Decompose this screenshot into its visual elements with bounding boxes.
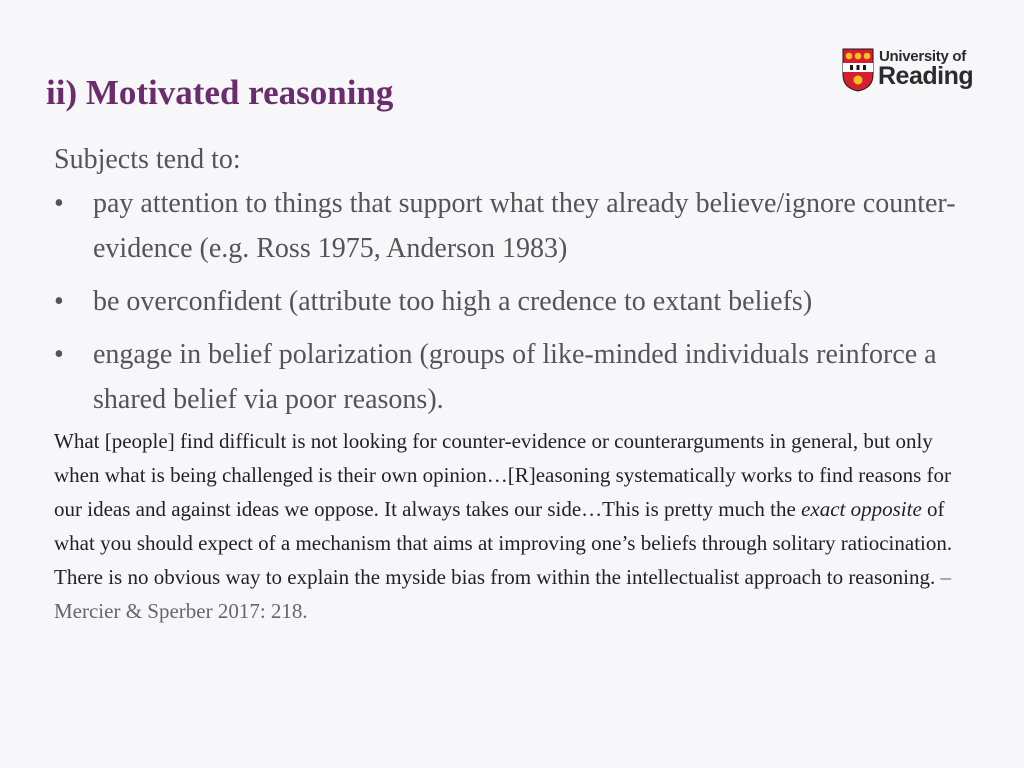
quote-emphasis: exact opposite [801, 497, 922, 521]
bullet-icon: • [54, 339, 64, 370]
logo-text-reading: Reading [878, 62, 974, 90]
bullet-icon: • [54, 286, 64, 317]
bullet-text: be overconfident (attribute too high a credence to extant beliefs) [93, 286, 813, 317]
bullet-text: pay attention to things that support what they already believe/ignore counter-evidence (e.g. Ross 1975, Anderson 1983) [93, 188, 956, 264]
intro-text: Subjects tend to: [54, 144, 241, 175]
bullet-item [54, 332, 974, 422]
bullet-text: engage in belief polarization (groups of like-minded individuals reinforce a shared belief via poor reasons). [93, 339, 937, 415]
slide-title: ii) Motivated reasoning [46, 73, 394, 112]
block-quote [54, 424, 954, 628]
bullet-icon: • [54, 188, 64, 219]
shield-icon [842, 48, 874, 92]
quote-text-part-2: of what you should expect of a mechanism that aims at improving one’s beliefs through solitary ratiocination. There is no obvious way to explain the myside bias from within the intellectualist approach to reasoning. [54, 497, 953, 589]
quote-citation: – Mercier & Sperber 2017: 218. [54, 565, 951, 623]
bullet-list [54, 181, 974, 422]
logo-text-university-of: University of [879, 48, 966, 65]
university-logo [842, 48, 978, 94]
quote-text-part-1: What [people] find difficult is not looking for counter-evidence or counterarguments in general, but only when what is being challenged is their own opinion…[R]easoning systematically works to find reasons for our ideas and against ideas we oppose. It always takes our side…This is pretty much the [54, 429, 951, 521]
bullet-item [54, 279, 974, 324]
bullet-item [54, 181, 974, 271]
slide-content [54, 140, 974, 628]
